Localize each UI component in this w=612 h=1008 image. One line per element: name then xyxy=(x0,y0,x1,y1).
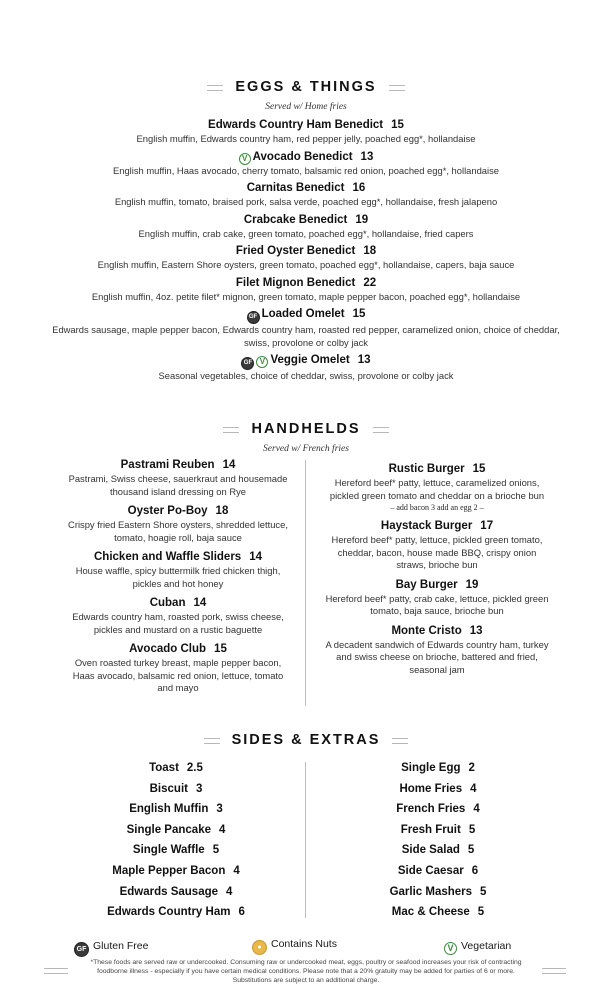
footer-line: *These foods are served raw or undercooked. Consuming raw or undercooked meat, eggs, poultry or seafood increases your risk of contracting xyxy=(90,959,522,966)
sides-column-divider xyxy=(305,762,306,918)
legend-gluten-free xyxy=(74,940,148,957)
handhelds-left-column xyxy=(64,458,292,701)
sides-left-column xyxy=(76,758,276,923)
side-item-name: Home Fries xyxy=(399,782,463,795)
side-item-price: 5 xyxy=(212,844,220,857)
menu-item-title xyxy=(40,213,572,228)
side-item-name: Single Waffle xyxy=(132,844,205,857)
eggs-item-list xyxy=(40,118,572,387)
eggs-section-header xyxy=(0,78,612,112)
side-item xyxy=(338,882,538,903)
sides-section-header xyxy=(0,731,612,749)
menu-item-name: Avocado Benedict xyxy=(252,150,353,163)
vegetarian-icon: V xyxy=(239,153,251,165)
side-item-name: French Fries xyxy=(396,803,466,816)
menu-item-title xyxy=(40,181,572,196)
sides-section-title: SIDES & EXTRAS xyxy=(220,732,393,748)
nut-icon: ● xyxy=(252,940,267,955)
menu-item-title xyxy=(64,504,292,519)
menu-item-description: Hereford beef* patty, lettuce, caramelized onions, pickled green tomato and cheddar on a brioche bun xyxy=(329,477,545,501)
side-item-name: Fresh Fruit xyxy=(400,823,461,836)
side-item-price: 3 xyxy=(195,782,203,795)
menu-item-name: Bay Burger xyxy=(395,578,458,591)
menu-item-title xyxy=(322,519,552,534)
menu-item-price: 14 xyxy=(249,551,262,563)
menu-item-name: Filet Mignon Benedict xyxy=(235,276,356,289)
vegetarian-icon: V xyxy=(444,942,457,955)
menu-item-name: Pastrami Reuben xyxy=(120,459,215,471)
handhelds-section-subtitle: Served w/ French fries xyxy=(263,444,349,454)
menu-item-name: Haystack Burger xyxy=(380,520,473,532)
menu-item-name: Monte Cristo xyxy=(391,624,462,637)
menu-item-title xyxy=(322,578,552,593)
side-item-name: Toast xyxy=(149,762,179,774)
menu-item-title xyxy=(64,642,292,657)
side-item-price: 4 xyxy=(226,885,233,898)
legend-contains-nuts-label: Contains Nuts xyxy=(271,938,337,950)
side-item xyxy=(338,799,538,820)
side-item-price: 6 xyxy=(238,906,245,919)
menu-item xyxy=(322,519,552,572)
footer-line: Substitutions are subject to an additional charge. xyxy=(232,977,380,985)
footer-disclaimer xyxy=(70,958,542,986)
side-item-price: 4 xyxy=(233,864,240,877)
menu-item-name: Veggie Omelet xyxy=(270,354,350,366)
menu-item-price: 22 xyxy=(363,276,377,289)
menu-item-name: Cuban xyxy=(149,597,186,609)
side-item-name: Edwards Sausage xyxy=(119,885,219,898)
menu-item-description: Hereford beef* patty, lettuce, pickled green tomato, cheddar, bacon, house made BBQ, crispy onion straws, brioche bun xyxy=(331,534,543,570)
menu-item-price: 15 xyxy=(472,463,486,475)
side-item-price: 5 xyxy=(468,823,476,836)
menu-item-description: House waffle, spicy buttermilk fried chicken thigh, pickles and hot honey xyxy=(75,565,281,589)
side-item-price: 2 xyxy=(468,762,475,774)
menu-item-name: Fried Oyster Benedict xyxy=(235,245,356,257)
side-item xyxy=(76,779,276,800)
menu-item-name: Oyster Po-Boy xyxy=(127,505,208,517)
menu-item-description: Hereford beef* patty, crab cake, lettuce, pickled green tomato, baja sauce, brioche bun xyxy=(325,592,549,616)
handhelds-right-column xyxy=(322,462,552,682)
menu-item-name: Carnitas Benedict xyxy=(246,182,345,194)
menu-item-name: Avocado Club xyxy=(129,643,207,655)
menu-item-description: A decadent sandwich of Edwards country ham, turkey and swiss cheese on brioche, battered and fried, seasonal jam xyxy=(325,638,549,675)
handhelds-section-title: HANDHELDS xyxy=(239,421,372,437)
menu-item-description: Oven roasted turkey breast, maple pepper bacon, Haas avocado, balsamic red onion, lettuce, tomato and mayo xyxy=(72,657,284,693)
gluten-free-icon: GF xyxy=(74,942,89,957)
side-item-price: 6 xyxy=(471,864,479,877)
menu-item-title xyxy=(40,150,572,165)
menu-item-name: Chicken and Waffle Sliders xyxy=(94,551,242,563)
menu-item-name: Edwards Country Ham Benedict xyxy=(208,119,384,131)
menu-item-title xyxy=(40,118,572,133)
side-item xyxy=(76,758,276,779)
menu-item-description: English muffin, tomato, braised pork, salsa verde, poached egg*, hollandaise, fresh jalapeno xyxy=(114,196,498,207)
menu-item-title xyxy=(64,550,292,565)
menu-item-price: 15 xyxy=(352,308,366,320)
menu-item-description: Edwards country ham, roasted pork, swiss cheese, pickles and mustard on a rustic baguette xyxy=(72,611,284,635)
menu-item xyxy=(40,307,572,349)
menu-item xyxy=(40,276,572,304)
menu-item xyxy=(64,458,292,498)
eggs-section-subtitle: Served w/ Home fries xyxy=(265,102,347,112)
side-item-name: Biscuit xyxy=(149,782,188,795)
menu-item-addon: – add bacon 3 add an egg 2 – xyxy=(390,503,484,512)
menu-item-title xyxy=(40,276,572,291)
menu-item-price: 13 xyxy=(469,624,483,637)
side-item xyxy=(76,799,276,820)
side-item-name: Single Egg xyxy=(401,762,461,774)
menu-item-price: 17 xyxy=(480,520,494,532)
side-item xyxy=(338,840,538,861)
side-item-price: 5 xyxy=(467,844,475,857)
menu-item-title xyxy=(322,624,552,639)
legend-vegetarian xyxy=(444,940,511,955)
menu-item-price: 15 xyxy=(391,119,404,131)
menu-item xyxy=(64,642,292,695)
menu-item xyxy=(40,353,572,383)
side-item-name: Garlic Mashers xyxy=(389,885,473,898)
handhelds-column-divider xyxy=(305,460,306,706)
side-item xyxy=(338,861,538,882)
menu-item xyxy=(322,624,552,677)
menu-item-price: 19 xyxy=(465,578,479,591)
side-item-name: Single Pancake xyxy=(126,823,211,836)
side-item-price: 4 xyxy=(473,803,480,816)
menu-item-price: 19 xyxy=(355,213,369,226)
side-item xyxy=(338,902,538,923)
menu-item xyxy=(64,550,292,590)
dietary-legend xyxy=(0,940,612,956)
menu-item-description: English muffin, Eastern Shore oysters, green tomato, poached egg*, hollandaise, capers, baja sauce xyxy=(97,259,515,270)
menu-item-description: English muffin, Haas avocado, cherry tomato, balsamic red onion, poached egg*, hollandaise xyxy=(113,164,499,176)
side-item xyxy=(338,820,538,841)
footer-line: foodborne illness - especially if you have certain medical conditions. Please note that a 20% gratuity may be added for parties of 6 or more. xyxy=(97,968,515,976)
menu-item-description: English muffin, Edwards country ham, red pepper jelly, poached egg*, hollandaise xyxy=(136,133,476,144)
menu-item-name: Loaded Omelet xyxy=(261,308,345,320)
gluten-free-icon: GF xyxy=(247,311,260,324)
menu-item xyxy=(40,118,572,146)
side-item-price: 4 xyxy=(470,782,477,795)
menu-item-price: 18 xyxy=(363,245,377,257)
vegetarian-icon: V xyxy=(256,356,268,368)
menu-item-description: English muffin, crab cake, green tomato, poached egg*, hollandaise, fried capers xyxy=(138,227,474,239)
side-item-name: Edwards Country Ham xyxy=(107,906,231,919)
menu-item-name: Crabcake Benedict xyxy=(243,213,348,226)
menu-item xyxy=(40,150,572,178)
menu-item-title xyxy=(40,244,572,259)
menu-item xyxy=(40,213,572,241)
eggs-section-title: EGGS & THINGS xyxy=(223,79,388,95)
footer-rule-left xyxy=(44,968,68,974)
menu-item-price: 16 xyxy=(352,182,366,194)
side-item-price: 5 xyxy=(477,906,485,919)
side-item xyxy=(338,758,538,779)
menu-item-price: 13 xyxy=(360,150,374,163)
menu-item xyxy=(40,181,572,209)
side-item-price: 4 xyxy=(218,823,226,836)
sides-right-column xyxy=(338,758,538,923)
side-item-price: 5 xyxy=(480,885,487,898)
menu-item-price: 14 xyxy=(222,459,236,471)
menu-item xyxy=(40,244,572,272)
side-item-name: English Muffin xyxy=(129,803,209,816)
side-item-name: Mac & Cheese xyxy=(391,906,470,919)
menu-item-description: Crispy fried Eastern Shore oysters, shredded lettuce, tomato, hoagie roll, baja sauce xyxy=(68,519,288,543)
menu-item-price: 18 xyxy=(215,505,229,517)
legend-contains-nuts xyxy=(252,938,337,955)
side-item xyxy=(76,820,276,841)
menu-item-title xyxy=(40,307,572,324)
menu-item-description: English muffin, 4oz. petite filet* mignon, green tomato, maple pepper bacon, poached egg*, hollandaise xyxy=(91,290,521,302)
legend-gluten-free-label: Gluten Free xyxy=(93,940,149,952)
menu-item-price: 13 xyxy=(357,354,371,366)
side-item xyxy=(76,882,276,903)
menu-item-title xyxy=(322,462,552,477)
menu-item-price: 15 xyxy=(214,643,227,655)
side-item-name: Side Caesar xyxy=(397,864,464,877)
side-item-price: 3 xyxy=(216,803,223,816)
menu-item-title xyxy=(40,353,572,370)
menu-item-title xyxy=(64,458,292,473)
footer-rule-right xyxy=(542,968,566,974)
menu-item xyxy=(64,504,292,544)
handhelds-section-header xyxy=(0,420,612,454)
gluten-free-icon: GF xyxy=(241,357,254,370)
menu-item xyxy=(322,578,552,618)
menu-item-title xyxy=(64,596,292,611)
legend-vegetarian-label: Vegetarian xyxy=(461,940,512,952)
side-item xyxy=(338,779,538,800)
side-item xyxy=(76,861,276,882)
menu-item-description: Edwards sausage, maple pepper bacon, Edwards country ham, roasted red pepper, caramelized onion, choice of cheddar, swiss, provolone or colby jack xyxy=(52,324,560,348)
menu-item-price: 14 xyxy=(193,597,207,609)
side-item-name: Maple Pepper Bacon xyxy=(112,864,226,877)
menu-item xyxy=(322,462,552,513)
side-item xyxy=(76,902,276,923)
side-item xyxy=(76,840,276,861)
side-item-name: Side Salad xyxy=(401,844,460,857)
menu-item xyxy=(64,596,292,636)
side-item-price: 2.5 xyxy=(186,762,203,774)
menu-item-name: Rustic Burger xyxy=(388,463,465,475)
menu-item-description: Seasonal vegetables, choice of cheddar, swiss, provolone or colby jack xyxy=(158,370,454,381)
menu-item-description: Pastrami, Swiss cheese, sauerkraut and housemade thousand island dressing on Rye xyxy=(68,473,288,497)
